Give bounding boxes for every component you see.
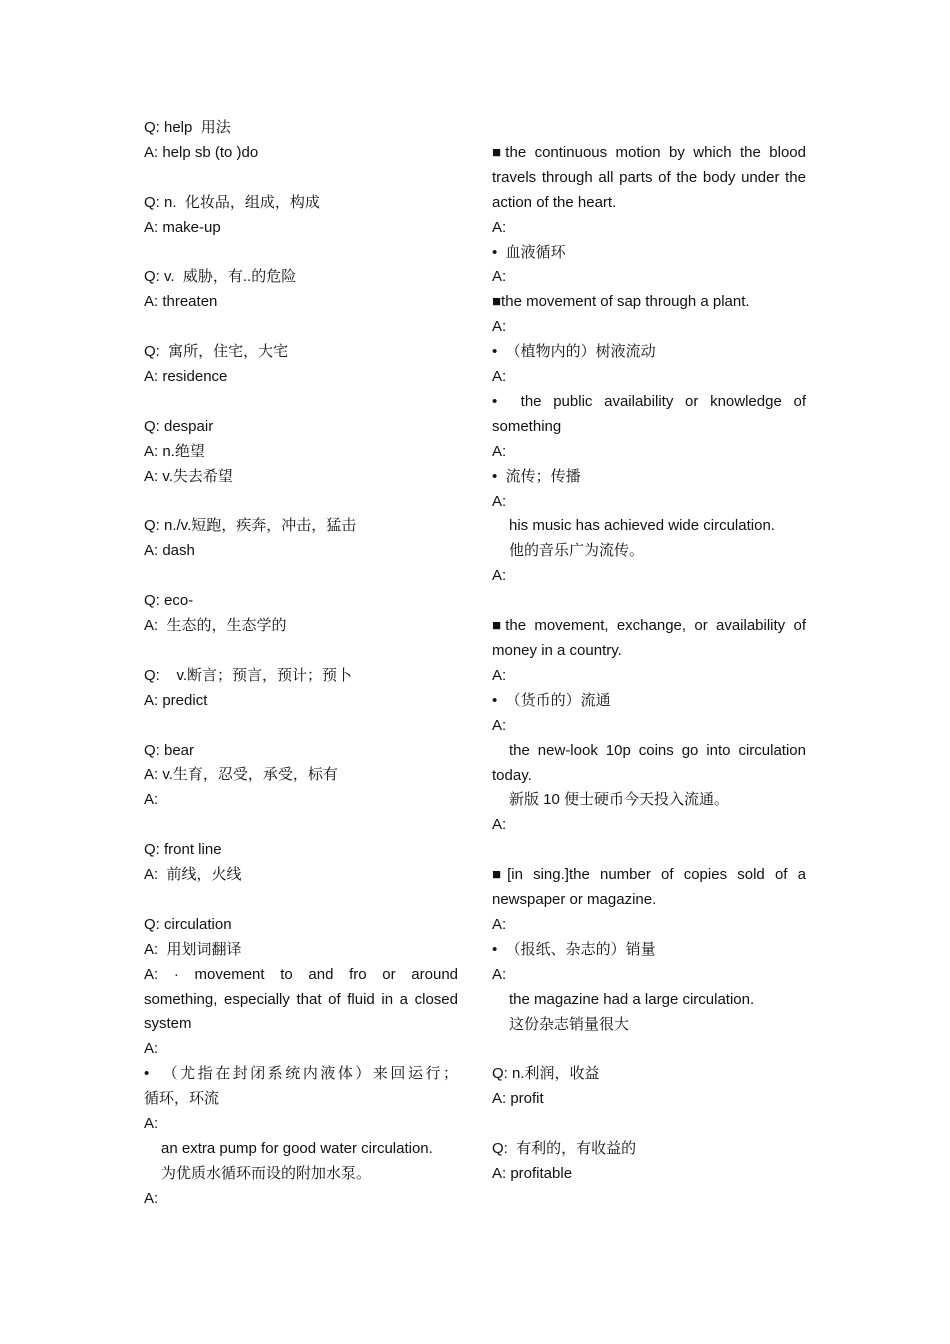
left-column [144,116,458,1212]
question-line: Q: despair [144,417,214,435]
answer-line: A: [144,1115,159,1133]
answer-line: A: [492,268,507,286]
question-line: Q: front line [144,841,222,859]
blank-line [144,241,458,266]
text-line: 为优质水循环而设的附加水泵。 [161,1164,372,1182]
answer-line: A: [492,567,507,585]
answer-line: A: make-up [144,218,221,236]
text-line: • （报纸、杂志的）销量 [492,940,656,958]
text-line: 新版 10 便士硬币今天投入流通。 [509,791,730,809]
text-line: • 血液循环 [492,243,566,261]
text-line: 这份杂志销量很大 [509,1015,630,1033]
answer-line: A: [492,816,507,834]
text-line: newspaper or magazine. [492,891,657,909]
answer-line: A: v.失去希望 [144,467,233,485]
answer-line: A: 生态的，生态学的 [144,617,287,635]
answer-line: A: [492,318,507,336]
blank-line [492,116,806,141]
question-line: Q: n. 化妆品，组成，构成 [144,193,320,211]
text-line: • （植物内的）树液流动 [492,343,656,361]
text-line: • （尤指在封闭系统内液体）来回运行； [144,1065,458,1083]
question-line: Q: v.断言；预言，预计；预卜 [144,666,353,684]
question-line: Q: eco- [144,592,194,610]
answer-line: A: 前线，火线 [144,866,242,884]
answer-line: A: n.绝望 [144,442,205,460]
question-line: Q: n./v.短跑，疾奔，冲击，猛击 [144,517,357,535]
blank-line [144,813,458,838]
answer-line: A: v.生育，忍受，承受，标有 [144,766,338,784]
blank-line [144,315,458,340]
text-line: • 流传；传播 [492,467,581,485]
text-line: ■the movement of sap through a plant. [492,293,750,311]
answer-line: A: residence [144,368,228,386]
blank-line [492,1112,806,1137]
blank-line [144,714,458,739]
answer-line: A: · movement to and fro or around [144,965,458,983]
question-line: Q: bear [144,741,195,759]
question-line: Q: n.利润，收益 [492,1065,600,1083]
blank-line [144,888,458,913]
question-line: Q: v. 威胁，有..的危险 [144,268,297,286]
text-line: 循环，环流 [144,1090,220,1108]
text-line: action of the heart. [492,193,617,211]
answer-line: A: [492,492,507,510]
question-line: Q: help 用法 [144,119,231,136]
text-line: something [492,417,562,435]
text-line: his music has achieved wide circulation. [509,517,775,535]
answer-line: A: [144,1189,159,1207]
text-line: money in a country. [492,642,622,659]
answer-line: A: [492,368,507,386]
blank-line [492,589,806,614]
blank-line [144,390,458,415]
blank-line [492,838,806,863]
right-column [492,116,806,1187]
text-line: ■[in sing.]the number of copies sold of a [492,866,806,884]
blank-line [144,564,458,589]
blank-line [144,166,458,191]
text-line: today. [492,766,532,784]
text-line: system [144,1015,192,1033]
text-line: something, especially that of fluid in a closed [144,990,458,1008]
blank-line [144,639,458,664]
blank-line [492,1037,806,1062]
answer-line: A: [144,791,159,809]
text-line: the magazine had a large circulation. [509,990,755,1008]
answer-line: A: profit [492,1090,544,1108]
answer-line: A: 用划词翻译 [144,940,242,958]
text-line: • （货币的）流通 [492,691,611,709]
text-line: the new-look 10p coins go into circulation [509,741,806,759]
answer-line: A: predict [144,691,208,709]
answer-line: A: [492,915,507,933]
text-line: an extra pump for good water circulation. [161,1140,433,1157]
answer-line: A: threaten [144,293,218,311]
answer-line: A: profitable [492,1164,573,1182]
answer-line: A: help sb (to )do [144,143,259,161]
answer-line: A: [144,1040,159,1058]
answer-line: A: dash [144,542,195,560]
answer-line: A: [492,716,507,734]
text-line: • the public availability or knowledge of [492,392,806,410]
text-line: ■the movement, exchange, or availability of [492,617,806,635]
text-line: 他的音乐广为流传。 [509,542,645,560]
blank-line [144,490,458,515]
text-line: travels through all parts of the body under the [492,168,806,186]
answer-line: A: [492,218,507,236]
answer-line: A: [492,965,507,983]
question-line: Q: 寓所，住宅，大宅 [144,343,289,361]
question-line: Q: circulation [144,915,232,933]
answer-line: A: [492,666,507,684]
answer-line: A: [492,442,507,460]
text-line: ■the continuous motion by which the blood [492,143,806,161]
question-line: Q: 有利的，有收益的 [492,1140,637,1158]
